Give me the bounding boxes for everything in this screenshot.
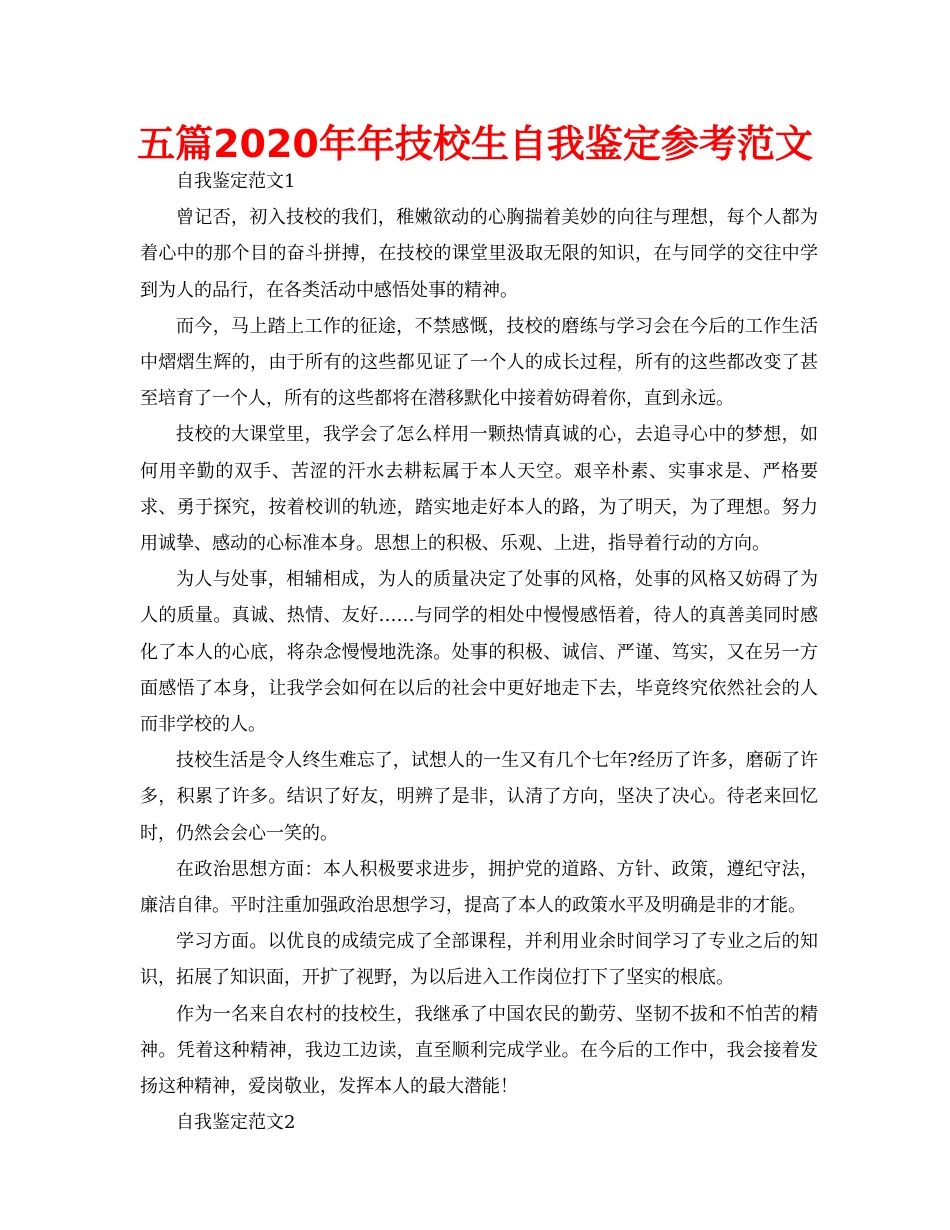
section-heading-2: 自我鉴定范文2 xyxy=(176,1112,296,1134)
paragraph-2: 而今，马上踏上工作的征途，不禁感慨，技校的磨练与学习会在今后的工作生活中熠熠生辉的，由于所有的这些都见证了一个人的成长过程，所有的这些都改变了甚至培育了一个人，所有的这些都将在潜移默化中接着妨碍着你，直到永远。 xyxy=(140,315,818,410)
paragraph-5: 技校生活是令人终生难忘了，试想人的一生又有几个七年?经历了许多，磨砺了许多，积累了许多。结识了好友，明辨了是非，认清了方向，坚决了决心。待老来回忆时，仍然会会心一笑的。 xyxy=(140,750,818,844)
section-heading-1: 自我鉴定范文1 xyxy=(176,171,296,192)
paragraph-6: 在政治思想方面：本人积极要求进步，拥护党的道路、方针、政策，遵纪守法，廉洁自律。平时注重加强政治思想学习，提高了本人的政策水平及明确是非的才能。 xyxy=(140,858,818,917)
paragraph-1: 曾记否，初入技校的我们，稚嫩欲动的心胸揣着美妙的向往与理想，每个人都为着心中的那个目的奋斗拼搏，在技校的课堂里汲取无限的知识，在与同学的交往中学到为人的品行，在各类活动中感悟处事的精神。 xyxy=(140,207,818,301)
paragraph-3: 技校的大课堂里，我学会了怎么样用一颗热情真诚的心，去追寻心中的梦想，如何用辛勤的双手、苦涩的汗水去耕耘属于本人天空。艰辛朴素、实事求是、严格要求、勇于探究，按着校训的轨迹，踏实地走好本人的路，为了明天，为了理想。努力用诚挚、感动的心标准本身。思想上的积极、乐观、上进，指导着行动的方向。 xyxy=(140,424,818,555)
document-title: 五篇2020年年技校生自我鉴定参考范文 xyxy=(137,122,813,166)
document-body xyxy=(140,164,818,1141)
paragraph-4: 为人与处事，相辅相成，为人的质量决定了处事的风格，处事的风格又妨碍了为人的质量。真诚、热情、友好……与同学的相处中慢慢感悟着，待人的真善美同时感化了本人的心底，将杂念慢慢地洗涤。处事的积极、诚信、严谨、笃实，又在另一方面感悟了本身，让我学会如何在以后的社会中更好地走下去，毕竟终究依然社会的人而非学校的人。 xyxy=(140,569,818,736)
paragraph-7: 学习方面。以优良的成绩完成了全部课程，并利用业余时间学习了专业之后的知识，拓展了知识面，开扩了视野，为以后进入工作岗位打下了坚实的根底。 xyxy=(140,931,818,989)
paragraph-8: 作为一名来自农村的技校生，我继承了中国农民的勤劳、坚韧不拔和不怕苦的精神。凭着这种精神，我边工边读，直至顺利完成学业。在今后的工作中，我会接着发扬这种精神，爱岗敬业，发挥本人的最大潜能！ xyxy=(140,1003,818,1098)
